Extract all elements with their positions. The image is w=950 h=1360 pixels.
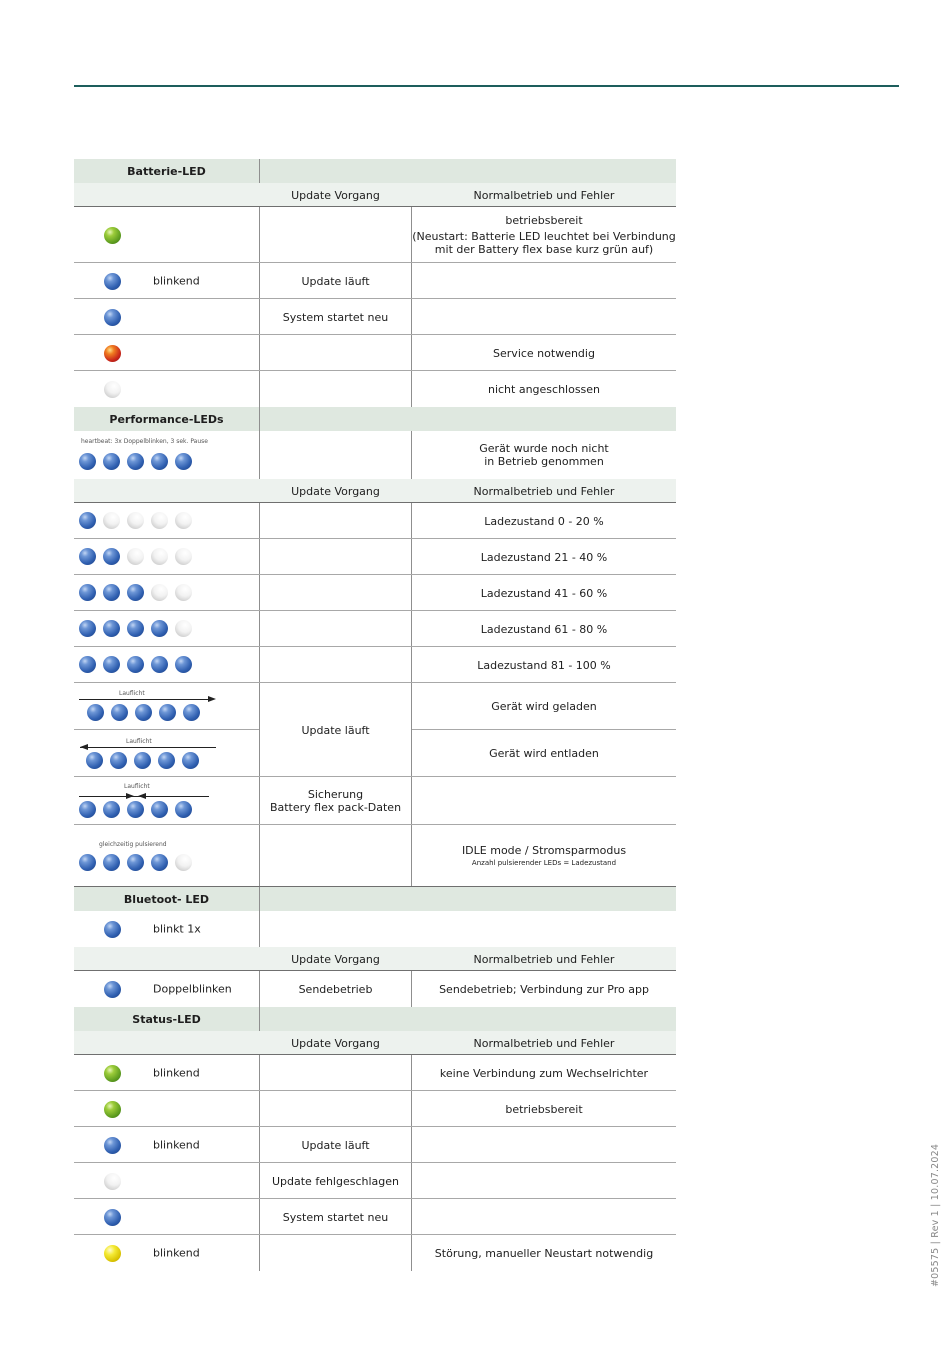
white-led-icon	[151, 584, 168, 601]
arrow-left-icon	[138, 793, 146, 799]
normal-cell	[412, 1055, 676, 1091]
subheader-update-text: Update Vorgang	[291, 952, 380, 966]
blue-led-icon	[159, 704, 176, 721]
subheader-update	[260, 183, 411, 207]
led-indicator	[104, 335, 121, 371]
column-divider	[259, 611, 260, 647]
blue-led-icon	[104, 1137, 121, 1154]
charge-level-row	[74, 575, 676, 611]
blue-led-icon	[103, 801, 120, 818]
led-indicator	[104, 263, 121, 299]
column-divider	[259, 825, 260, 887]
batterie-row	[74, 207, 676, 263]
white-led-icon	[104, 381, 121, 398]
status-row	[74, 1055, 676, 1091]
arrow-right-line	[79, 699, 213, 700]
led-group	[79, 854, 192, 871]
arrow-left-icon	[80, 744, 88, 750]
led-group	[79, 656, 192, 673]
update-cell	[260, 299, 411, 335]
blue-led-icon	[127, 854, 144, 871]
normal-cell-text: Ladezustand 21 - 40 %	[480, 550, 608, 564]
status-subheader	[74, 1031, 676, 1055]
column-divider	[259, 159, 260, 183]
column-divider	[259, 407, 260, 431]
status-row	[74, 1127, 676, 1163]
update-cell-text: System startet neu	[282, 1210, 389, 1224]
subheader-normal-text: Normalbetrieb und Fehler	[473, 484, 615, 498]
section-performance-leds-title: Performance-LEDs	[109, 412, 224, 426]
normal-cell	[412, 971, 676, 1007]
performance-subheader	[74, 479, 676, 503]
subheader-normal-text: Normalbetrieb und Fehler	[473, 952, 615, 966]
white-led-icon	[175, 584, 192, 601]
normal-cell-text: Sendebetrieb; Verbindung zur Pro app	[439, 982, 649, 996]
blue-led-icon	[151, 854, 168, 871]
led-label: Doppelblinken	[153, 982, 232, 996]
blue-led-icon	[151, 801, 168, 818]
white-led-icon	[104, 1173, 121, 1190]
yellow-led-icon	[104, 1245, 121, 1262]
normal-cell	[412, 611, 676, 647]
led-group	[87, 704, 200, 721]
normal-cell	[412, 371, 676, 407]
pulsierend-label: gleichzeitig pulsierend	[99, 841, 167, 848]
led-label: blinkend	[153, 274, 200, 288]
bluetooth-subheader	[74, 947, 676, 971]
normal-cell	[412, 730, 676, 777]
column-divider	[411, 1163, 412, 1199]
blue-led-icon	[110, 752, 127, 769]
column-divider	[259, 1055, 260, 1091]
blue-led-icon	[79, 512, 96, 529]
green-led-icon	[104, 1101, 121, 1118]
blue-led-icon	[127, 656, 144, 673]
column-divider	[259, 1007, 260, 1031]
column-divider	[259, 1091, 260, 1127]
blue-led-icon	[183, 704, 200, 721]
led-indicator	[104, 1163, 121, 1199]
sicherung-row	[74, 777, 676, 825]
update-cell-text: Battery flex pack-Daten	[269, 801, 402, 814]
blue-led-icon	[79, 584, 96, 601]
blue-led-icon	[79, 453, 96, 470]
update-cell-text: Sendebetrieb	[298, 982, 373, 996]
led-indicator	[104, 1127, 121, 1163]
idle-note: Anzahl pulsierender LEDs = Ladezustand	[471, 859, 617, 867]
normal-cell-text: Ladezustand 61 - 80 %	[480, 622, 608, 636]
subheader-normal-text: Normalbetrieb und Fehler	[473, 1036, 615, 1050]
white-led-icon	[127, 512, 144, 529]
led-group	[79, 548, 192, 565]
charge-level-row	[74, 503, 676, 539]
normal-cell-text: Ladezustand 41 - 60 %	[480, 586, 608, 600]
normal-cell-text: Ladezustand 81 - 100 %	[477, 658, 611, 672]
blue-led-icon	[79, 548, 96, 565]
update-cell	[260, 1127, 411, 1163]
subheader-update	[260, 1031, 411, 1055]
led-indicator	[104, 299, 121, 335]
section-batterie-led-title: Batterie-LED	[127, 164, 206, 178]
blue-led-icon	[151, 453, 168, 470]
column-divider	[259, 647, 260, 683]
white-led-icon	[175, 854, 192, 871]
lauflicht-block	[74, 683, 676, 777]
update-cell	[260, 1199, 411, 1235]
arrow-right-icon	[208, 696, 216, 702]
header-rule	[74, 85, 899, 87]
arrow-right-icon	[126, 793, 134, 799]
blue-led-icon	[127, 584, 144, 601]
led-group	[79, 620, 192, 637]
bluetooth-row	[74, 911, 676, 947]
normal-cell-text: Gerät wurde noch nicht	[479, 442, 609, 455]
blue-led-icon	[103, 584, 120, 601]
blue-led-icon	[127, 620, 144, 637]
normal-cell-text: Störung, manueller Neustart notwendig	[434, 1246, 654, 1260]
section-bluetooth-led	[74, 887, 676, 911]
blue-led-icon	[79, 656, 96, 673]
status-row	[74, 1199, 676, 1235]
blue-led-icon	[134, 752, 151, 769]
blue-led-icon	[182, 752, 199, 769]
blue-led-icon	[111, 704, 128, 721]
normal-cell	[412, 503, 676, 539]
normal-cell	[412, 647, 676, 683]
white-led-icon	[175, 548, 192, 565]
update-cell-text: Update läuft	[301, 274, 370, 288]
led-indicator	[104, 1199, 121, 1235]
normal-cell	[412, 207, 676, 263]
section-status-led-title: Status-LED	[132, 1012, 201, 1026]
blue-led-icon	[87, 704, 104, 721]
led-label: blinkt 1x	[153, 922, 201, 936]
column-divider	[411, 299, 412, 335]
white-led-icon	[175, 512, 192, 529]
section-bluetooth-led-title: Bluetoot- LED	[123, 892, 210, 906]
normal-cell-text: Service notwendig	[493, 346, 595, 360]
charge-level-row	[74, 647, 676, 683]
normal-cell-text: in Betrieb genommen	[484, 455, 604, 468]
batterie-row	[74, 263, 676, 299]
led-label: blinkend	[153, 1138, 200, 1152]
normal-cell-text: keine Verbindung zum Wechselrichter	[439, 1066, 649, 1080]
led-indicator	[104, 207, 121, 263]
column-divider	[411, 1199, 412, 1235]
blue-led-icon	[86, 752, 103, 769]
normal-cell-text: nicht angeschlossen	[487, 382, 601, 396]
batterie-row	[74, 335, 676, 371]
blue-led-icon	[104, 273, 121, 290]
normal-cell-text: (Neustart: Batterie LED leuchtet bei Verbindung	[412, 230, 676, 243]
section-status-led	[74, 1007, 676, 1031]
column-divider	[259, 539, 260, 575]
normal-cell-text: IDLE mode / Stromsparmodus	[461, 844, 627, 857]
batterie-row	[74, 371, 676, 407]
update-cell	[260, 263, 411, 299]
normal-cell-text: Gerät wird entladen	[489, 747, 599, 760]
column-divider	[259, 887, 260, 911]
led-indicator	[104, 1091, 121, 1127]
subheader-normal-text: Normalbetrieb und Fehler	[473, 188, 615, 202]
column-divider	[411, 263, 412, 299]
subheader-update	[260, 947, 411, 971]
document-footer: #05575 | Rev 1 | 10.07.2024	[930, 1143, 941, 1287]
blue-led-icon	[175, 801, 192, 818]
normal-cell-text: Gerät wird geladen	[491, 699, 597, 713]
normal-cell	[412, 575, 676, 611]
subheader-update-text: Update Vorgang	[291, 484, 380, 498]
white-led-icon	[151, 548, 168, 565]
batterie-subheader	[74, 183, 676, 207]
normal-cell-text: betriebsbereit	[505, 214, 583, 227]
lauflicht-label: Lauflicht	[124, 783, 150, 790]
white-led-icon	[103, 512, 120, 529]
led-group	[79, 801, 192, 818]
subheader-update	[260, 479, 411, 503]
normal-cell	[412, 335, 676, 371]
normal-cell	[412, 539, 676, 575]
blue-led-icon	[103, 620, 120, 637]
subheader-normal	[412, 479, 676, 503]
column-divider	[259, 503, 260, 539]
normal-cell-text: Ladezustand 0 - 20 %	[484, 514, 604, 528]
blue-led-icon	[104, 981, 121, 998]
led-indicator	[104, 1235, 121, 1271]
update-cell	[260, 777, 411, 825]
blue-led-icon	[151, 620, 168, 637]
normal-cell	[412, 825, 676, 887]
normal-cell-text: mit der Battery flex base kurz grün auf)	[434, 243, 654, 256]
led-indicator	[104, 971, 121, 1007]
heartbeat-note: heartbeat: 3x Doppelblinken, 3 sek. Pause	[81, 438, 208, 445]
update-cell-text: Sicherung	[307, 788, 364, 801]
blue-led-icon	[151, 656, 168, 673]
subheader-normal	[412, 183, 676, 207]
normal-cell	[412, 1091, 676, 1127]
normal-cell	[412, 1235, 676, 1271]
row-divider	[74, 729, 259, 730]
led-group	[79, 512, 192, 529]
column-divider	[259, 207, 260, 263]
update-cell-text: Update läuft	[301, 723, 370, 737]
blue-led-icon	[79, 854, 96, 871]
normal-cell	[412, 683, 676, 729]
green-led-icon	[104, 1065, 121, 1082]
subheader-update-text: Update Vorgang	[291, 1036, 380, 1050]
red-led-icon	[104, 345, 121, 362]
idle-row	[74, 825, 676, 887]
section-performance-leds	[74, 407, 676, 431]
led-indicator	[104, 911, 121, 947]
blue-led-icon	[135, 704, 152, 721]
blue-led-icon	[79, 801, 96, 818]
update-cell-text: Update fehlgeschlagen	[271, 1174, 400, 1188]
update-cell	[260, 1163, 411, 1199]
blue-led-icon	[175, 453, 192, 470]
lauflicht-label: Lauflicht	[126, 738, 152, 745]
column-divider	[259, 1235, 260, 1271]
column-divider	[411, 1127, 412, 1163]
column-divider	[259, 911, 260, 947]
white-led-icon	[175, 620, 192, 637]
subheader-normal	[412, 1031, 676, 1055]
subheader-update-text: Update Vorgang	[291, 188, 380, 202]
green-led-icon	[104, 227, 121, 244]
subheader-normal	[412, 947, 676, 971]
column-divider	[259, 335, 260, 371]
led-indicator	[104, 1055, 121, 1091]
normal-cell-text: betriebsbereit	[505, 1102, 583, 1116]
update-cell-text: System startet neu	[282, 310, 389, 324]
white-led-icon	[151, 512, 168, 529]
update-cell	[260, 683, 411, 777]
status-row	[74, 1235, 676, 1271]
bluetooth-row	[74, 971, 676, 1007]
normal-cell	[412, 431, 676, 479]
update-cell-text: Update läuft	[301, 1138, 370, 1152]
charge-level-row	[74, 611, 676, 647]
led-indicator	[104, 371, 121, 407]
blue-led-icon	[104, 1209, 121, 1226]
blue-led-icon	[79, 620, 96, 637]
section-batterie-led	[74, 159, 676, 183]
led-group	[79, 453, 192, 470]
led-group	[86, 752, 199, 769]
blue-led-icon	[103, 656, 120, 673]
column-divider	[259, 431, 260, 479]
led-label: blinkend	[153, 1066, 200, 1080]
blue-led-icon	[127, 801, 144, 818]
blue-led-icon	[104, 921, 121, 938]
blue-led-icon	[103, 548, 120, 565]
blue-led-icon	[158, 752, 175, 769]
status-row	[74, 1091, 676, 1127]
heartbeat-row	[74, 431, 676, 479]
white-led-icon	[127, 548, 144, 565]
charge-level-row	[74, 539, 676, 575]
blue-led-icon	[103, 854, 120, 871]
batterie-row	[74, 299, 676, 335]
status-row	[74, 1163, 676, 1199]
column-divider	[411, 777, 412, 825]
led-label: blinkend	[153, 1246, 200, 1260]
lauflicht-label: Lauflicht	[119, 690, 145, 697]
column-divider	[259, 575, 260, 611]
blue-led-icon	[127, 453, 144, 470]
update-cell	[260, 971, 411, 1007]
arrow-left-line	[80, 747, 216, 748]
blue-led-icon	[103, 453, 120, 470]
blue-led-icon	[175, 656, 192, 673]
led-group	[79, 584, 192, 601]
column-divider	[259, 371, 260, 407]
blue-led-icon	[104, 309, 121, 326]
